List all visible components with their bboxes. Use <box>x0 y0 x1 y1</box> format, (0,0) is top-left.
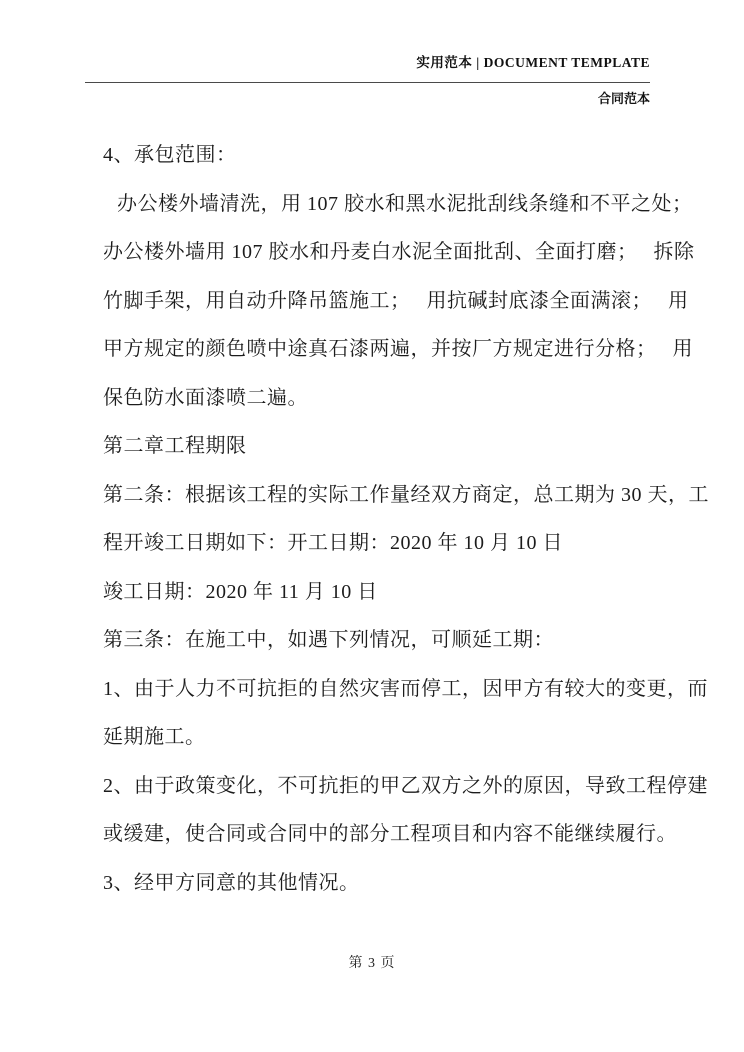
text-line: 竹脚手架，用自动升降吊篮施工； 用抗碱封底漆全面满滚； 用 <box>103 289 689 312</box>
page-footer <box>0 952 744 972</box>
header-doc-type: 合同范本 <box>597 91 650 106</box>
text-line: 延期施工。 <box>103 726 206 748</box>
header-divider <box>85 82 650 83</box>
text-line: 办公楼外墙清洗，用 107 胶水和黑水泥批刮线条缝和不平之处； <box>117 192 693 215</box>
document-body <box>103 131 709 907</box>
text-line: 4、承包范围： <box>103 144 237 166</box>
text-line: 甲方规定的颜色喷中途真石漆两遍，并按厂方规定进行分格； 用 <box>103 338 693 360</box>
text-line: 竣工日期：2020 年 11 月 10 日 <box>103 580 378 603</box>
text-line: 2、由于政策变化，不可抗拒的甲乙双方之外的原因，导致工程停建 <box>103 774 708 797</box>
text-line: 1、由于人力不可抗拒的自然灾害而停工，因甲方有较大的变更，而 <box>103 677 708 700</box>
text-line: 或缓建，使合同或合同中的部分工程项目和内容不能继续履行。 <box>103 823 677 845</box>
header-tagline: 实用范本 | DOCUMENT TEMPLATE <box>416 55 650 70</box>
text-line: 程开竣工日期如下：开工日期：2020 年 10 月 10 日 <box>103 532 563 554</box>
text-line: 保色防水面漆喷二遍。 <box>103 386 308 409</box>
page-number: 第 3 页 <box>348 956 396 971</box>
text-line: 办公楼外墙用 107 胶水和丹麦白水泥全面批刮、全面打磨； 拆除 <box>103 241 695 263</box>
text-line: 第三条：在施工中，如遇下列情况，可顺延工期： <box>103 629 554 651</box>
text-line: 3、经甲方同意的其他情况。 <box>103 871 360 894</box>
text-line: 第二条：根据该工程的实际工作量经双方商定，总工期为 30 天，工 <box>103 483 709 506</box>
text-line: 第二章工程期限 <box>103 435 247 457</box>
